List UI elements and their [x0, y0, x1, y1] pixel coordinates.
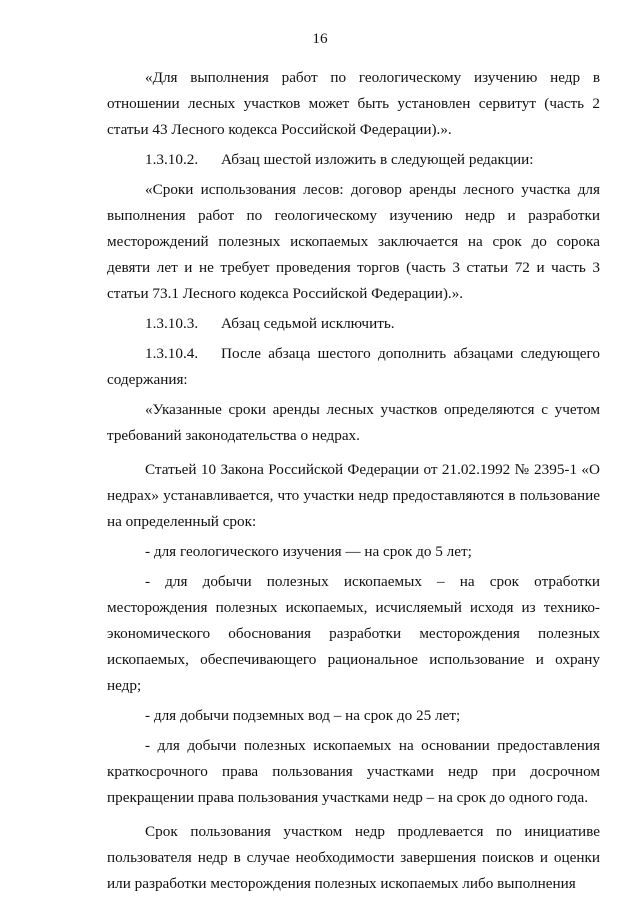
document-body [107, 65, 600, 897]
paragraph-forest-use-terms: «Сроки использования лесов: договор аренды лесного участка для выполнения работ по геологическому изучению недр и разработки месторождений полезных ископаемых заключается на срок до сорока девяти лет и не требует проведения торгов (часть 3 статьи 72 и часть 3 статьи 73.1 Лесного кодекса Российской Федерации).». [107, 181, 600, 302]
list-item-mineral-extraction: - для добычи полезных ископаемых – на срок отработки месторождения полезных ископаемых, исчисляемый исходя из технико-экономического обоснования разработки месторождения полезных ископаемых, обеспечивающего рациональное использование и охрану недр; [107, 573, 600, 694]
list-item-groundwater: - для добычи подземных вод – на срок до 25 лет; [145, 707, 461, 724]
page-number: 16 [312, 30, 328, 47]
list-item-geological-study: - для геологического изучения — на срок до 5 лет; [145, 543, 472, 560]
item-1-3-10-2 [107, 147, 600, 173]
paragraph-lease-terms: «Указанные сроки аренды лесных участков определяются с учетом требований законодательства о недрах. [107, 401, 600, 444]
item-number: 1.3.10.3. [145, 315, 199, 332]
item-number: 1.3.10.4. [145, 345, 199, 362]
item-1-3-10-4 [107, 341, 600, 393]
paragraph-term-extension: Срок пользования участком недр продлевается по инициативе пользователя недр в случае необходимости завершения поисков и оценки или разработки месторождения полезных ископаемых либо выполнения [107, 823, 600, 892]
paragraph-servitude: «Для выполнения работ по геологическому изучению недр в отношении лесных участков может быть установлен сервитут (часть 2 статьи 43 Лесного кодекса Российской Федерации).». [107, 69, 600, 138]
list-item-short-term-right: - для добычи полезных ископаемых на основании предоставления краткосрочного права пользования участками недр при досрочном прекращении права пользования участками недр – на срок до одного года. [107, 737, 600, 806]
item-text: Абзац седьмой исключить. [221, 315, 395, 332]
item-1-3-10-3 [107, 311, 600, 337]
paragraph-law-article-10: Статьей 10 Закона Российской Федерации от 21.02.1992 № 2395-1 «О недрах» устанавливается, что участки недр предоставляются в пользование на определенный срок: [107, 461, 600, 530]
item-text: После абзаца шестого дополнить абзацами следующего содержания: [107, 345, 600, 388]
item-number: 1.3.10.2. [145, 151, 199, 168]
item-text: Абзац шестой изложить в следующей редакции: [221, 151, 534, 168]
